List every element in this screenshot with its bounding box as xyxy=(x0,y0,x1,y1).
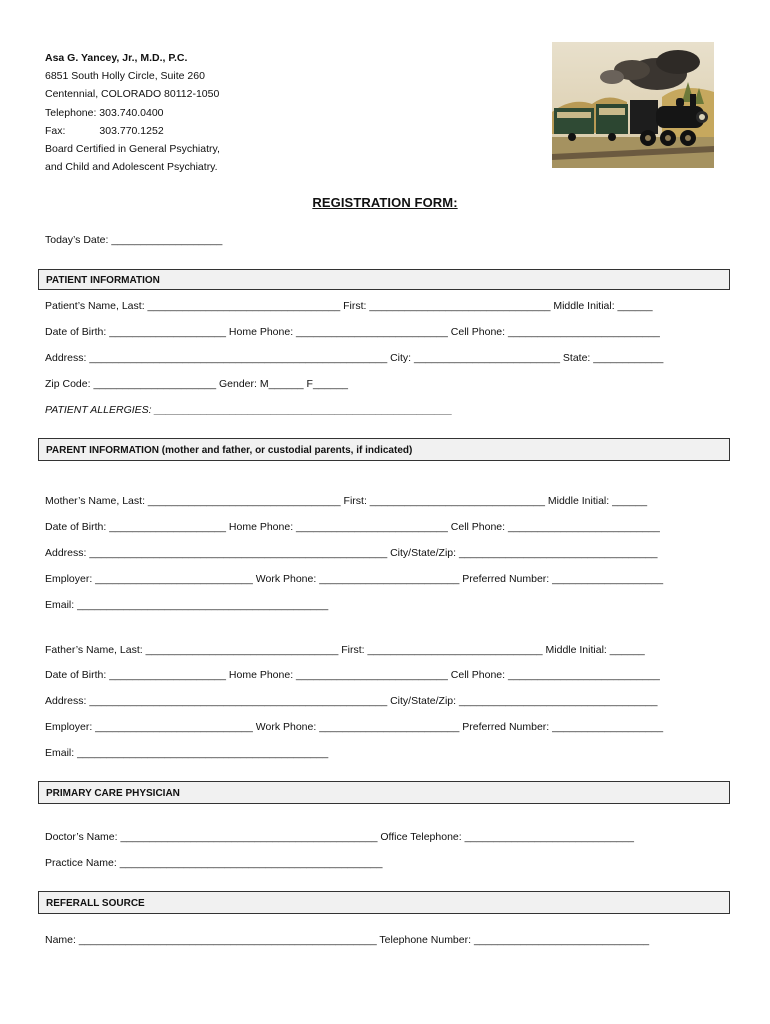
father-email-field[interactable]: Email: ___________________________________________ xyxy=(45,747,329,759)
section-primary-care-physician: PRIMARY CARE PHYSICIAN xyxy=(38,781,730,804)
mother-employer-field[interactable]: Employer: ___________________________ Work Phone: ________________________ Preferred Number: ___________________ xyxy=(45,573,664,585)
form-title: REGISTRATION FORM: xyxy=(312,195,458,210)
fax-number: 303.770.1252 xyxy=(99,124,164,137)
practice-name: Asa G. Yancey, Jr., M.D., P.C. xyxy=(45,52,188,64)
practice-telephone: Telephone: 303.740.0400 xyxy=(45,106,164,119)
mother-name-field[interactable]: Mother’s Name, Last: _________________________________ First: ______________________________ Middle Initial: ______ xyxy=(45,495,648,507)
father-address-field[interactable]: Address: ___________________________________________________ City/State/Zip: __________________________________ xyxy=(45,695,658,707)
father-name-field[interactable]: Father’s Name, Last: _________________________________ First: ______________________________ Middle Initial: ______ xyxy=(45,644,645,656)
steam-locomotive-photo xyxy=(552,42,714,168)
patient-dob-phone-field[interactable]: Date of Birth: ____________________ Home Phone: __________________________ Cell Phone: __________________________ xyxy=(45,326,660,338)
practice-name-field[interactable]: Practice Name: _____________________________________________ xyxy=(45,857,383,869)
practice-city: Centennial, COLORADO 80112-1050 xyxy=(45,88,220,101)
father-dob-phone-field[interactable]: Date of Birth: ____________________ Home Phone: __________________________ Cell Phone: __________________________ xyxy=(45,669,660,681)
board-cert-line-1: Board Certified in General Psychiatry, xyxy=(45,143,220,156)
patient-address-field[interactable]: Address: ___________________________________________________ City: _________________________ State: ____________ xyxy=(45,352,664,364)
fax-label: Fax: xyxy=(45,124,66,137)
section-parent-information: PARENT INFORMATION (mother and father, or custodial parents, if indicated) xyxy=(38,438,730,461)
patient-zip-gender-field[interactable]: Zip Code: _____________________ Gender: M______ F______ xyxy=(45,378,348,390)
patient-allergies-field[interactable]: PATIENT ALLERGIES: ___________________________________________________ xyxy=(45,404,453,416)
practice-fax xyxy=(45,122,220,140)
mother-address-field[interactable]: Address: ___________________________________________________ City/State/Zip: __________________________________ xyxy=(45,547,658,559)
section-patient-information: PATIENT INFORMATION xyxy=(38,269,730,290)
father-employer-field[interactable]: Employer: ___________________________ Work Phone: ________________________ Preferred Number: ___________________ xyxy=(45,721,664,733)
mother-dob-phone-field[interactable]: Date of Birth: ____________________ Home Phone: __________________________ Cell Phone: __________________________ xyxy=(45,521,660,533)
referral-name-field[interactable]: Name: ___________________________________________________ Telephone Number: ______________________________ xyxy=(45,934,650,946)
mother-email-field[interactable]: Email: ___________________________________________ xyxy=(45,599,329,611)
section-referral-source: REFERALL SOURCE xyxy=(38,891,730,914)
practice-street: 6851 South Holly Circle, Suite 260 xyxy=(45,70,205,83)
todays-date-field[interactable]: Today’s Date: ___________________ xyxy=(45,234,223,246)
practice-header xyxy=(45,49,220,176)
doctor-name-field[interactable]: Doctor’s Name: ____________________________________________ Office Telephone: _____________________________ xyxy=(45,831,634,843)
board-cert-line-2: and Child and Adolescent Psychiatry. xyxy=(45,161,218,174)
steam-locomotive-icon xyxy=(552,42,714,168)
patient-name-field[interactable]: Patient’s Name, Last: _________________________________ First: _______________________________ Middle Initial: ______ xyxy=(45,300,653,312)
